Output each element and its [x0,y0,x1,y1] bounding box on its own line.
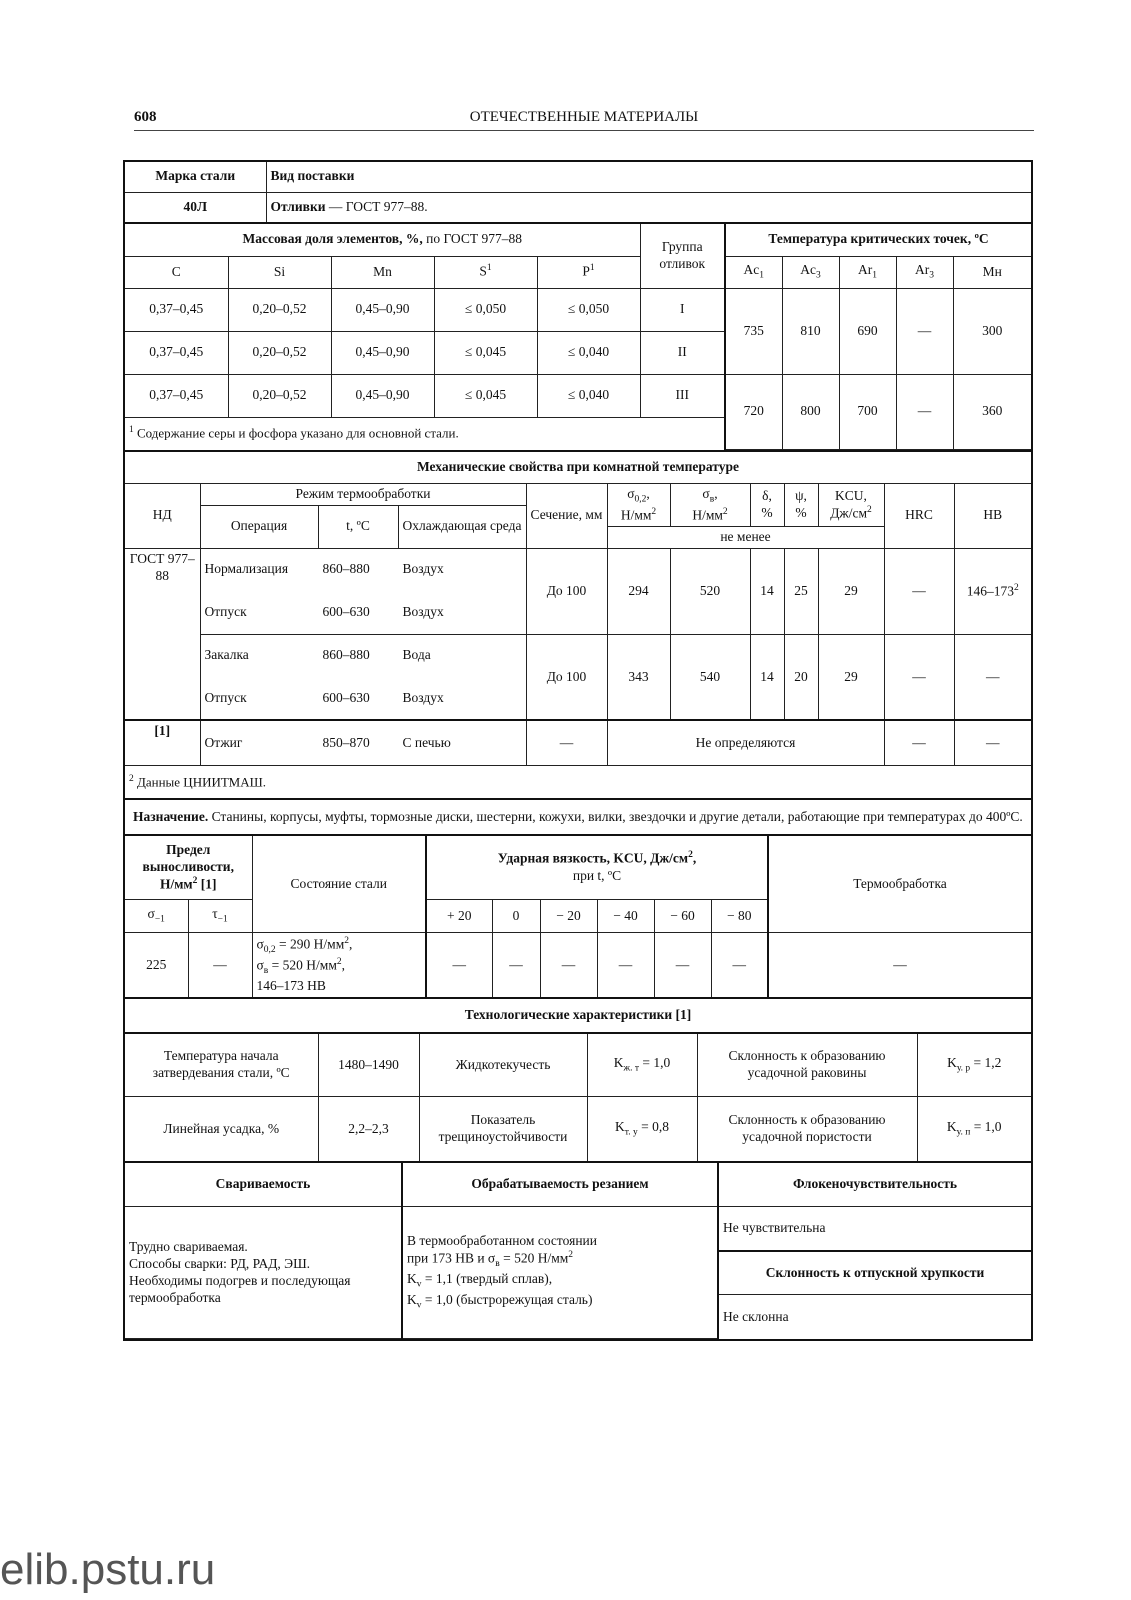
cell: ≤ 0,045 [434,374,537,417]
table-row [125,1097,1031,1161]
purpose-block [125,800,1031,836]
group-header: Группа отливок [640,224,725,288]
cell: 600–630 [318,677,398,720]
cell: Линейная усадка, % [125,1097,318,1161]
cell: 1480–1490 [318,1033,419,1097]
page-number: 608 [134,109,157,125]
cell: Закалка [200,634,318,677]
cell: 690 [839,288,896,374]
cell: Воздух [398,591,526,634]
cell: 294 [607,548,670,634]
mechanical-title: Механические свойства при комнатной температуре [125,452,1031,484]
cell: [1] [125,720,200,765]
cell: 360 [953,374,1031,449]
cell: — [540,933,597,997]
cell: III [640,374,725,417]
running-head [134,106,1034,131]
h-cooling: Охлаждающая среда [398,505,526,548]
h-section: Сечение, мм [526,484,607,549]
cell: Отпуск [200,591,318,634]
steel-datasheet [123,160,1033,1341]
cell: Отпуск [200,677,318,720]
cell: 860–880 [318,634,398,677]
col-ac1: $Ac_1$ [725,256,782,288]
cell: $K_{т. у} = 0,8$ [587,1097,697,1161]
h-mode: Режим термообработки [200,484,526,506]
cell: 720 [725,374,782,449]
table-row [125,933,1031,997]
page-title: ОТЕЧЕСТВЕННЫЕ МАТЕРИАЛЫ [469,109,699,125]
col-c: C [125,256,228,288]
h-t: t, ºC [318,505,398,548]
mach-text: В термообработанном состоянии при 173 НВ и $\sigma_в = 520$ $Н/мм^2$ $K_v = 1,1$ (твердый сплав), $K_v = 1,0$ (быстрорежущая сталь) [402,1207,718,1339]
cell: — [896,288,953,374]
nd-gost: ГОСТ 977–88 [125,548,200,720]
cell: $K_{у. п} = 1,0$ [917,1097,1031,1161]
cell: II [640,331,725,374]
h-endurance-limit: Предел выносливости, $Н/мм^2$ [1] [125,836,252,900]
grade-value: 40Л [125,192,266,222]
cell: — [884,720,954,765]
cell: 29 [818,548,884,634]
composition-title: Массовая доля элементов, %, по ГОСТ 977–88 [125,224,640,256]
table-row [125,1033,1031,1097]
cell: 735 [725,288,782,374]
cell: 29 [818,634,884,720]
cell: — [954,634,1031,720]
cell: 520 [670,548,750,634]
grade-block [125,162,1031,224]
table-row [125,720,1031,765]
h-psi: ψ, % [784,484,818,527]
cell: 343 [607,634,670,720]
cell: — [492,933,540,997]
table-row [125,288,1031,331]
cell: Вода [398,634,526,677]
cell: $K_{ж. т} = 1,0$ [587,1033,697,1097]
cell: — [526,720,607,765]
cell: — [188,933,252,997]
cell: 25 [784,548,818,634]
tech-title: Технологические характеристики [1] [125,999,1031,1033]
cell: 810 [782,288,839,374]
cell: 540 [670,634,750,720]
h-temp: − 80 [711,900,768,933]
mach-title: Обрабатываемость резанием [402,1163,718,1207]
cell: Не определяются [607,720,884,765]
cell: — [597,933,654,997]
cell: $K_{у. р} = 1,2$ [917,1033,1031,1097]
h-hrc: HRC [884,484,954,549]
cell: 0,37–0,45 [125,331,228,374]
cell: Воздух [398,548,526,591]
col-si: Si [228,256,331,288]
cell: 800 [782,374,839,449]
cell: Отжиг [200,720,318,765]
col-mn: Mn [331,256,434,288]
cell: — [768,933,1031,997]
bottom-block [125,1163,1031,1340]
weld-title: Свариваемость [125,1163,402,1207]
cell: 300 [953,288,1031,374]
col-ac3: $Ac_3$ [782,256,839,288]
h-impact: Ударная вязкость, KCU, $Дж/см^2$, при t, ºC [426,836,768,900]
h-nd: НД [125,484,200,549]
h-operation: Операция [200,505,318,548]
watermark: elib.pstu.ru [0,1545,216,1594]
h-temp: − 20 [540,900,597,933]
composition-block [125,224,1031,452]
col-ar3: $Ar_3$ [896,256,953,288]
h-hb: HB [954,484,1031,549]
cell: I [640,288,725,331]
cell: 2,2–2,3 [318,1097,419,1161]
h-kcu: KCU, $Дж/см^2$ [818,484,884,527]
h-steel-state: Состояние стали [252,836,426,933]
cell: — [426,933,492,997]
cell: Показатель трещиноустойчивости [419,1097,587,1161]
cell: Склонность к образованию усадочной пористости [697,1097,917,1161]
cell: 20 [784,634,818,720]
composition-footnote: $^1$ Содержание серы и фосфора указано для основной стали. [125,417,725,449]
table-row [125,548,1031,591]
cell: — [711,933,768,997]
cell: 0,45–0,90 [331,374,434,417]
cell: Воздух [398,677,526,720]
cell: 0,20–0,52 [228,374,331,417]
h-temp: − 60 [654,900,711,933]
tech-block [125,999,1031,1163]
cell: Нормализация [200,548,318,591]
cell: — [654,933,711,997]
cell: 0,37–0,45 [125,288,228,331]
h-temp: − 40 [597,900,654,933]
cell: 600–630 [318,591,398,634]
cell: 850–870 [318,720,398,765]
supply-label: Вид поставки [266,162,1031,192]
cell: $146-173^2$ [954,548,1031,634]
steel-state-value: $\sigma_{0,2} = 290$ $Н/мм^2$, $\sigma_в = 520$ $Н/мм^2$, 146–173 НВ [252,933,426,997]
cell: ≤ 0,040 [537,331,640,374]
grade-label: Марка стали [125,162,266,192]
h-tau-1: $\tau_{-1}$ [188,900,252,933]
col-s: $S^1$ [434,256,537,288]
cell: ≤ 0,050 [537,288,640,331]
h-delta: δ, % [750,484,784,527]
table-row [125,634,1031,677]
cell: 0,45–0,90 [331,288,434,331]
h-min: не менее [607,526,884,548]
flake-title: Флокеночувствительность [718,1163,1031,1207]
endurance-block [125,836,1031,999]
cell: 0,20–0,52 [228,288,331,331]
cell: С печью [398,720,526,765]
h-sigma-1: $\sigma_{-1}$ [125,900,188,933]
col-ar1: $Ar_1$ [839,256,896,288]
mechanical-block [125,452,1031,801]
cell: — [954,720,1031,765]
cell: 0,20–0,52 [228,331,331,374]
cell: — [884,634,954,720]
cell: До 100 [526,634,607,720]
table-row [125,374,1031,417]
cell: 700 [839,374,896,449]
cell: 0,45–0,90 [331,331,434,374]
cell: ≤ 0,045 [434,331,537,374]
mechanical-footnote: $^2$ Данные ЦНИИТМАШ. [125,765,1031,798]
col-p: $P^1$ [537,256,640,288]
cell: 14 [750,634,784,720]
critical-points-title: Температура критических точек, ºC [725,224,1031,256]
h-heat-treatment: Термообработка [768,836,1031,933]
cell: Жидкотекучесть [419,1033,587,1097]
cell: Температура начала затвердевания стали, ºC [125,1033,318,1097]
cell: 860–880 [318,548,398,591]
cell: 0,37–0,45 [125,374,228,417]
purpose-text: Назначение. Станины, корпусы, муфты, тормозные диски, шестерни, кожухи, вилки, звездочки и другие детали, работающие при температурах до 400ºC. [133,809,1023,825]
temper-value: Не склонна [718,1295,1031,1339]
cell: До 100 [526,548,607,634]
supply-value: Отливки — ГОСТ 977–88. [266,192,1031,222]
cell: — [884,548,954,634]
cell: ≤ 0,050 [434,288,537,331]
flake-value: Не чувствительна [718,1207,1031,1251]
h-sb: $\sigma_в$, $Н/мм^2$ [670,484,750,527]
h-temp: 0 [492,900,540,933]
cell: 14 [750,548,784,634]
temper-title: Склонность к отпускной хрупкости [718,1251,1031,1295]
cell: 225 [125,933,188,997]
cell: — [896,374,953,449]
col-mn-point: Мн [953,256,1031,288]
cell: Склонность к образованию усадочной раковины [697,1033,917,1097]
h-s02: $\sigma_{0,2}$, $Н/мм^2$ [607,484,670,527]
h-temp: + 20 [426,900,492,933]
cell: ≤ 0,040 [537,374,640,417]
weld-text: Трудно свариваемая. Способы сварки: РД, РАД, ЭШ. Необходимы подогрев и последующая термообработка [125,1207,402,1339]
